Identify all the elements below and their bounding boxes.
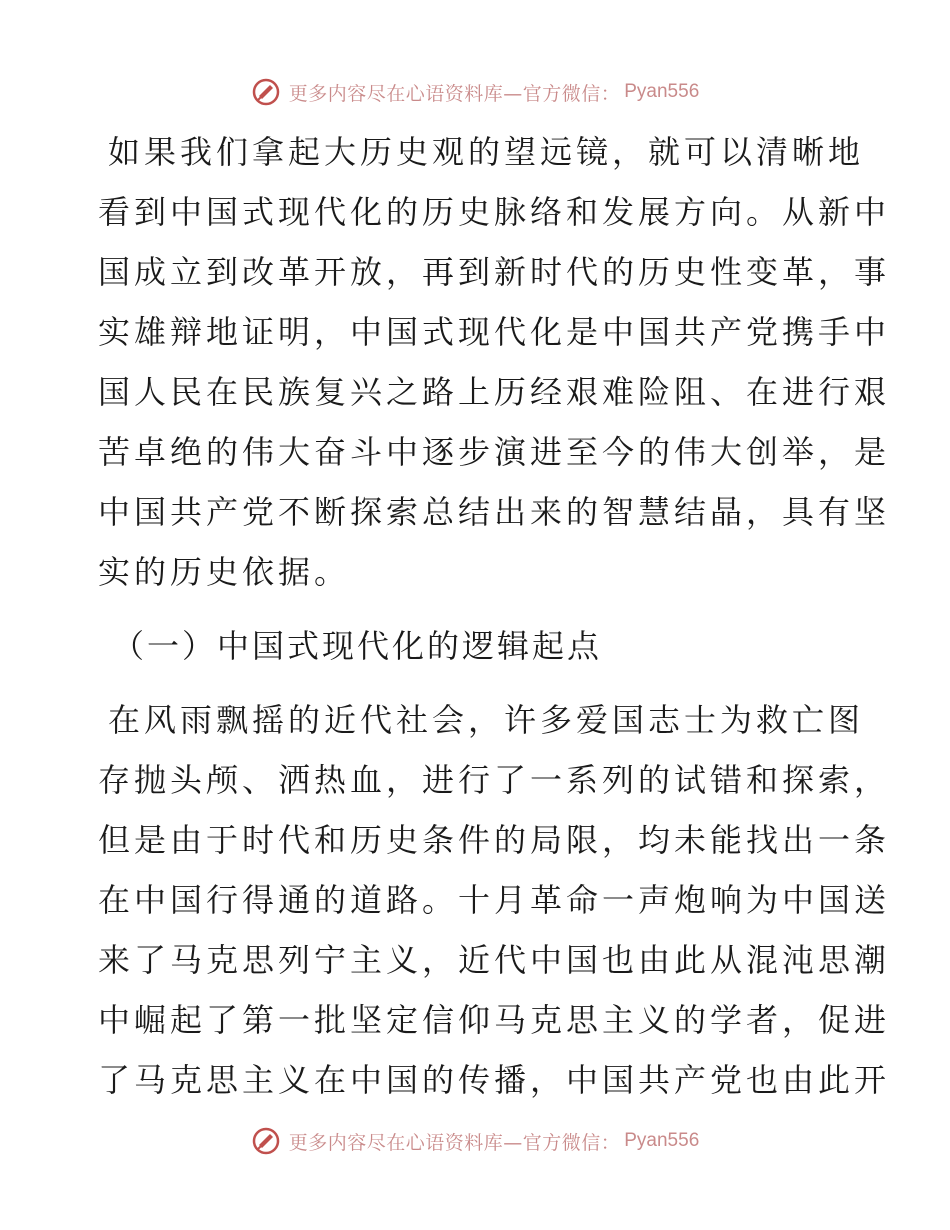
text-line: 国成立到改革开放，再到新时代的历史性变革，事 <box>98 253 891 291</box>
section-heading: （一）中国式现代化的逻辑起点 <box>112 627 603 665</box>
document-body <box>98 122 891 1110</box>
text-line: 实的历史依据。 <box>98 553 351 591</box>
text-line: 来了马克思列宁主义，近代中国也由此从混沌思潮 <box>98 941 891 979</box>
text-line: 在风雨飘摇的近代社会，许多爱国志士为救亡图 <box>108 701 865 739</box>
text-line: 存抛头颅、洒热血，进行了一系列的试错和探索， <box>98 761 891 799</box>
text-line: 国人民在民族复兴之路上历经艰难险阻、在进行艰 <box>98 373 891 411</box>
watermark-text: 更多内容尽在心语资料库—官方微信： <box>288 82 621 105</box>
paragraph-1 <box>98 122 891 602</box>
text-line: 了马克思主义在中国的传播，中国共产党也由此开 <box>98 1061 891 1099</box>
watermark-text: 更多内容尽在心语资料库—官方微信： <box>288 1131 621 1154</box>
brand-logo-icon <box>251 1126 281 1156</box>
footer-watermark <box>0 1121 950 1161</box>
text-line: 在中国行得通的道路。十月革命一声炮响为中国送 <box>98 881 891 919</box>
brand-logo-icon <box>251 77 281 107</box>
text-line: 中国共产党不断探索总结出来的智慧结晶，具有坚 <box>98 493 891 531</box>
watermark-handle: Pyan556 <box>624 1130 700 1151</box>
header-watermark <box>0 72 950 112</box>
text-line: 苦卓绝的伟大奋斗中逐步演进至今的伟大创举，是 <box>98 433 891 471</box>
watermark-handle: Pyan556 <box>624 81 700 102</box>
text-line: 中崛起了第一批坚定信仰马克思主义的学者，促进 <box>98 1001 891 1039</box>
text-line: 实雄辩地证明，中国式现代化是中国共产党携手中 <box>98 313 891 351</box>
text-line: 看到中国式现代化的历史脉络和发展方向。从新中 <box>98 193 891 231</box>
text-line: 但是由于时代和历史条件的局限，均未能找出一条 <box>98 821 891 859</box>
text-line: 如果我们拿起大历史观的望远镜，就可以清晰地 <box>108 133 865 171</box>
paragraph-2 <box>98 690 891 1110</box>
